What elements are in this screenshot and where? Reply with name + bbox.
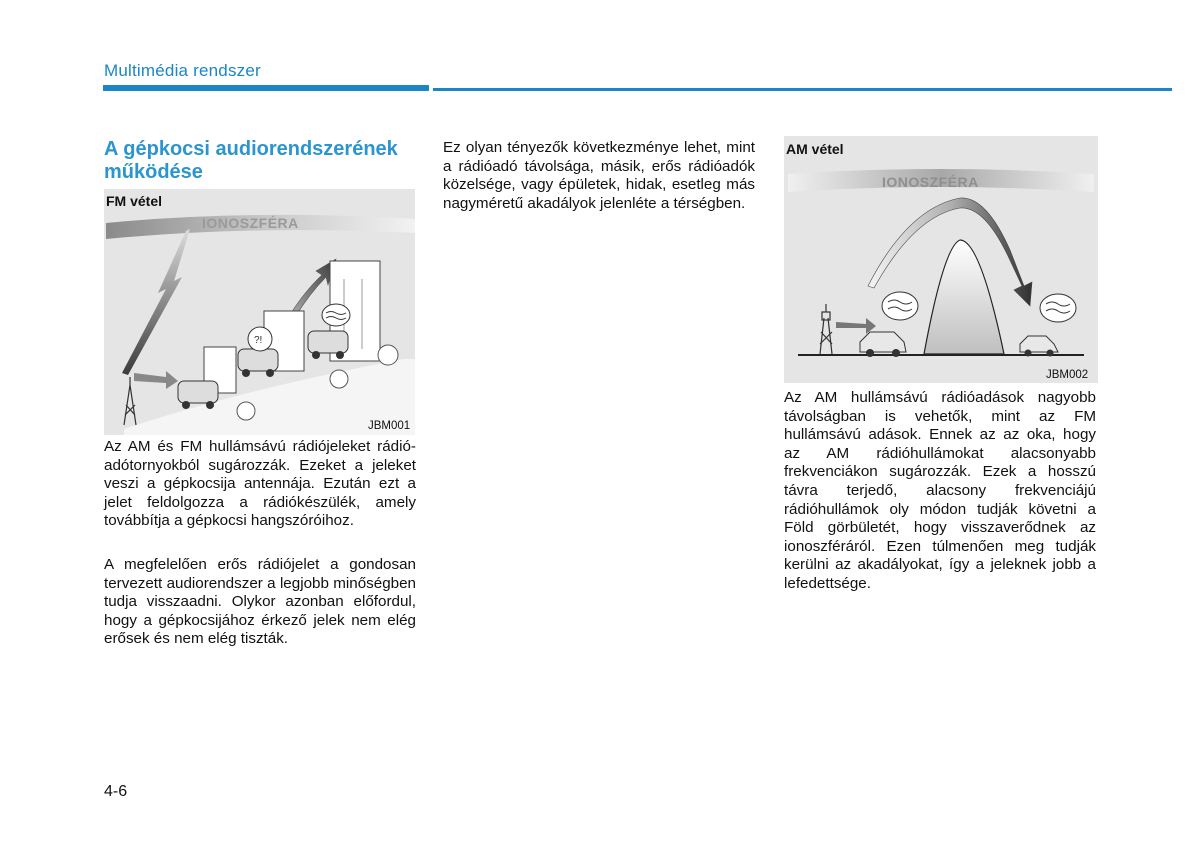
paragraph-interference-factors: Ez olyan tényezők következménye lehet, mint a rádióadó távolsága, másik, erős rádióadók közelsége, vagy épületek, hidak, esetleg más nagyméretű akadályok jelenléte a térségben. — [443, 139, 755, 212]
fm-ionosphere-label: IONOSZFÉRA — [202, 215, 299, 231]
am-figure-label: AM vétel — [786, 141, 844, 157]
fm-reception-figure — [104, 189, 415, 435]
page-number: 4-6 — [104, 783, 128, 800]
paragraph-am-range: Az AM hullámsávú rádióadások nagyobb távolságban is vehetők, mint az FM hullámsávú adások. Ennek az az oka, hogy az AM rádióhullámokat alacsonyabb frekvenciákon sugározzák. Ezek a hosszú távra terjedő, alacsony frekvenciájú rádióhullámok oly módon tudják követni a Föld görbületét, hogy visszaverődnek az ionoszféráról. Ezen túlmenően meg tudják kerülni az akadályokat, így a jeleknek jobb a lefedettsége. — [784, 389, 1096, 592]
header-rule-thick — [103, 85, 429, 91]
am-tower — [820, 304, 832, 354]
am-reception-figure — [784, 136, 1098, 383]
header-rule-thin — [433, 88, 1172, 91]
fm-figure-code: JBM001 — [368, 420, 411, 432]
fm-signal-bolt — [122, 229, 190, 375]
paragraph-signal-quality: A megfelelően erős rádiójelet a gondosan tervezett audiorendszer a legjobb minőségben tudja visszaadni. Olykor azonban előfordul, hogy a gépkocsijához érkező jelek nem elég erősek és nem elég tiszták. — [104, 556, 416, 648]
am-mountain — [924, 240, 1004, 354]
svg-text:?!: ?! — [254, 335, 263, 346]
fm-tower — [124, 377, 136, 425]
am-figure-code: JBM002 — [1046, 369, 1089, 381]
am-ionosphere-label: IONOSZFÉRA — [882, 174, 979, 190]
fm-figure-label: FM vétel — [106, 193, 163, 209]
running-header: Multimédia rendszer — [104, 61, 261, 80]
paragraph-fm-am-intro: Az AM és FM hullámsávú rádiójeleket rádió-adótornyokból sugározzák. Ezeket a jeleket veszi a gépkocsija antennája. Ezután ezt a jelet feldolgozza a rádiókészülék, amely továbbítja a gépkocsi hangszóróihoz. — [104, 438, 416, 530]
section-title: A gépkocsi audiorendszerének működése — [104, 138, 398, 183]
